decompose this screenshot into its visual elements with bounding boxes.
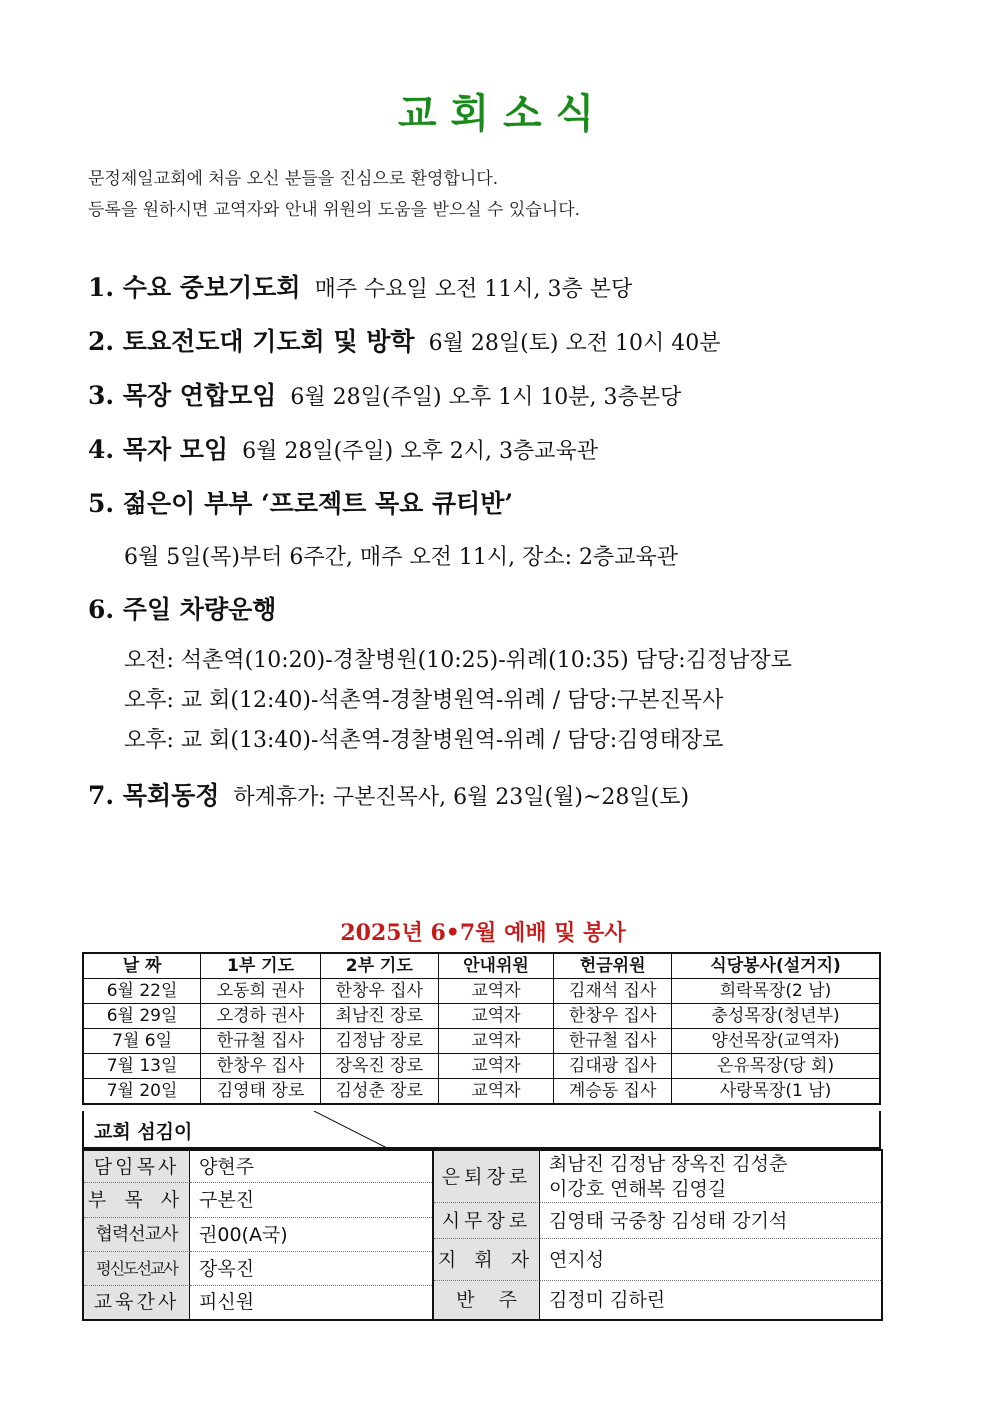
table-cell: 7월 20일 [83, 1079, 201, 1105]
role-label: 지 휘 자 [434, 1239, 540, 1281]
table-cell: 6월 22일 [83, 979, 201, 1004]
table-cell: 장옥진 장로 [320, 1054, 438, 1079]
table-cell: 계승동 집사 [554, 1079, 672, 1105]
table-cell: 교역자 [438, 1054, 554, 1079]
role-value: 이강호 연해복 김영길 [549, 1178, 727, 1200]
table-cell: 충성목장(청년부) [672, 1004, 880, 1029]
role-value: 권00(A국) [190, 1218, 432, 1252]
role-value: 피신원 [199, 1291, 255, 1313]
role-label: 평신도선교사 [84, 1252, 190, 1286]
role-label: 부 목 사 [84, 1183, 190, 1218]
table-row [83, 1079, 880, 1105]
notice-heading: 4. 목자 모임 [88, 435, 229, 464]
notice-desc: 매주 수요일 오전 11시, 3층 본당 [314, 277, 633, 302]
column-header: 1부 기도 [201, 953, 321, 979]
notice-desc: 6월 28일(주일) 오후 1시 10분, 3층본당 [290, 385, 682, 410]
table-cell: 한창우 집사 [320, 979, 438, 1004]
table-cell: 오동희 권사 [201, 979, 321, 1004]
notice-item-3 [88, 376, 681, 412]
role-value: 김정미 김하린 [549, 1289, 666, 1311]
role-value: 장옥진 [190, 1252, 432, 1286]
role-label: 협력선교사 [84, 1218, 190, 1252]
table-cell: 한규철 집사 [554, 1029, 672, 1054]
table-cell: 교역자 [438, 1004, 554, 1029]
table-cell: 교역자 [438, 979, 554, 1004]
table-cell: 한창우 집사 [201, 1054, 321, 1079]
notice-heading: 6. 주일 차량운행 [88, 595, 277, 624]
table-cell: 7월 6일 [83, 1029, 201, 1054]
servants-heading-box [82, 1111, 881, 1149]
divider-line [84, 1111, 883, 1149]
table-cell: 교역자 [438, 1079, 554, 1105]
notice-item-1 [88, 268, 632, 304]
schedule-title: 2025년 6•7월 예배 및 봉사 [340, 920, 626, 946]
table-cell: 희락목장(2 남) [672, 979, 880, 1004]
table-row [83, 979, 880, 1004]
shuttle-line: 오후: 교 회(13:40)-석촌역-경찰병원역-위례 / 담당:김영태장로 [124, 728, 724, 753]
intro-text [88, 164, 580, 226]
role-label: 교육간사 [84, 1286, 190, 1319]
schedule-table [82, 952, 881, 1105]
role-label: 은퇴장로 [434, 1151, 540, 1203]
notice-heading: 3. 목장 연합모임 [88, 381, 277, 410]
notice-item-5 [88, 484, 513, 520]
role-value-multiline [540, 1151, 881, 1203]
table-row [83, 1004, 880, 1029]
table-cell: 김성춘 장로 [320, 1079, 438, 1105]
table-cell: 7월 13일 [83, 1054, 201, 1079]
table-row [83, 1054, 880, 1079]
notice-item-4 [88, 430, 598, 466]
table-cell: 김재석 집사 [554, 979, 672, 1004]
notice-heading: 5. 젊은이 부부 ‘프로젝트 목요 큐티반’ [88, 489, 514, 518]
notice-heading: 2. 토요전도대 기도회 및 방학 [88, 327, 415, 356]
table-cell: 오경하 권사 [201, 1004, 321, 1029]
notice-item-2 [88, 322, 720, 358]
role-value: 연지성 [540, 1239, 881, 1281]
column-header: 헌금위원 [554, 953, 672, 979]
intro-line: 등록을 원하시면 교역자와 안내 위원의 도움을 받으실 수 있습니다. [88, 200, 581, 220]
table-cell: 사랑목장(1 남) [672, 1079, 880, 1105]
schedule-header-row [83, 953, 880, 979]
table-cell: 양선목장(교역자) [672, 1029, 880, 1054]
notice-item-5-detail: 6월 5일(목)부터 6주간, 매주 오전 11시, 장소: 2층교육관 [124, 545, 679, 570]
notice-desc: 하계휴가: 구본진목사, 6월 23일(월)~28일(토) [233, 785, 690, 810]
table-cell: 교역자 [438, 1029, 554, 1054]
role-value: 김영태 국중창 김성태 강기석 [540, 1203, 881, 1239]
table-cell: 김정남 장로 [320, 1029, 438, 1054]
table-row [83, 1029, 880, 1054]
page-title: 교 회 소 식 [397, 91, 595, 137]
servants-table [82, 1149, 883, 1321]
notice-heading: 1. 수요 중보기도회 [88, 273, 301, 302]
table-cell: 온유목장(당 회) [672, 1054, 880, 1079]
role-label: 담임목사 [84, 1151, 190, 1183]
table-cell: 김영태 장로 [201, 1079, 321, 1105]
role-value: 최남진 김정남 장옥진 김성춘 [549, 1153, 788, 1175]
intro-line: 문정제일교회에 처음 오신 분들을 진심으로 환영합니다. [88, 169, 499, 189]
table-cell: 한규철 집사 [201, 1029, 321, 1054]
notice-desc: 6월 28일(주일) 오후 2시, 3층교육관 [242, 439, 598, 464]
shuttle-line: 오전: 석촌역(10:20)-경찰병원(10:25)-위례(10:35) 담당:김정남장로 [124, 648, 792, 673]
column-header: 안내위원 [438, 953, 554, 979]
column-header: 날 짜 [83, 953, 201, 979]
table-cell: 6월 29일 [83, 1004, 201, 1029]
role-label: 반 주 [434, 1281, 540, 1319]
table-cell: 김대광 집사 [554, 1054, 672, 1079]
notice-heading: 7. 목회동정 [88, 781, 220, 810]
column-header: 2부 기도 [320, 953, 438, 979]
column-header: 식당봉사(설거지) [672, 953, 880, 979]
servants-heading: 교회 섬김이 [94, 1121, 193, 1143]
notice-item-7 [88, 776, 689, 812]
role-value: 구본진 [190, 1183, 432, 1218]
role-value: 양현주 [190, 1151, 432, 1183]
notice-desc: 6월 28일(토) 오전 10시 40분 [428, 331, 721, 356]
shuttle-line: 오후: 교 회(12:40)-석촌역-경찰병원역-위례 / 담당:구본진목사 [124, 688, 724, 713]
table-cell: 한창우 집사 [554, 1004, 672, 1029]
role-label: 시무장로 [434, 1203, 540, 1239]
notice-item-6 [88, 590, 276, 626]
table-cell: 최남진 장로 [320, 1004, 438, 1029]
